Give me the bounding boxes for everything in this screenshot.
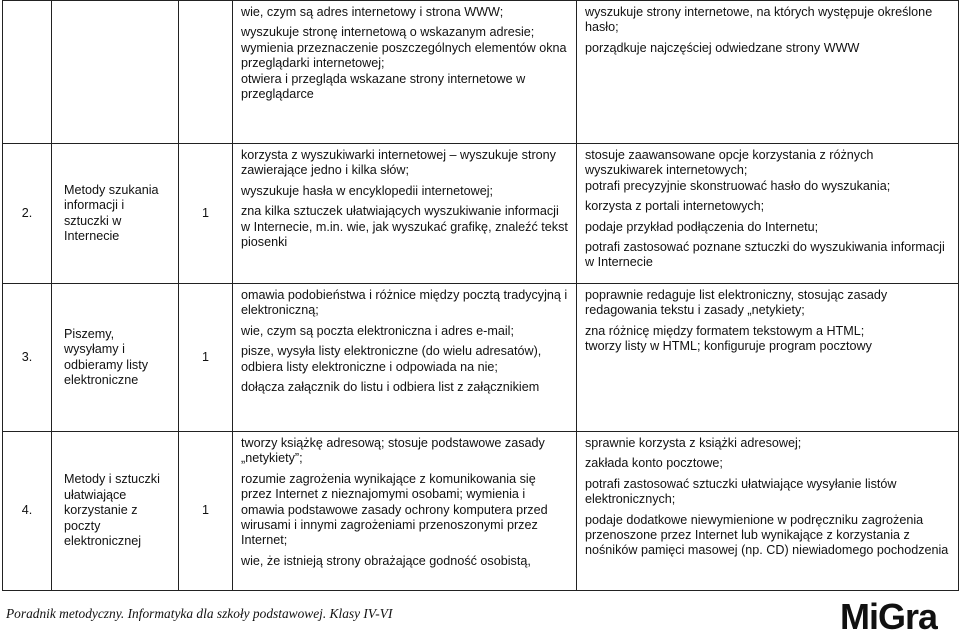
cell-paragraph: zna różnicę między formatem tekstowym a HTML; (585, 323, 865, 338)
cell-paragraph: podaje przykład podłączenia do Internetu; (585, 219, 819, 234)
cell-paragraph: wie, że istnieją strony obrażające godność osobistą, (241, 553, 531, 568)
lesson-topic-cell: Metody i sztuczki ułatwiające korzystanie z poczty elektronicznej (52, 432, 179, 591)
lesson-number-cell: 4. (3, 432, 52, 591)
curriculum-table (2, 0, 959, 591)
cell-paragraph: podaje dodatkowe niewymienione w podręczniku zagrożenia przenoszone przez Internet lub wynikające z korzystania z nośników pamięci masowej (np. CD) niewiadomego pochodzenia (585, 512, 949, 558)
cell-paragraph: wymienia przeznaczenie poszczególnych elementów okna przeglądarki internetowej; (241, 40, 567, 71)
cell-paragraph: porządkuje najczęściej odwiedzane strony WWW (585, 40, 860, 55)
cell-paragraph: potrafi zastosować poznane sztuczki do wyszukiwania informacji w Internecie (585, 240, 945, 270)
migra-logo (840, 598, 938, 637)
cell-paragraph: tworzy listy w HTML; konfiguruje program pocztowy (585, 339, 872, 354)
lesson-hours-cell: 1 (179, 432, 233, 591)
extended-requirements-cell (577, 284, 959, 432)
table-row (3, 1, 959, 144)
cell-paragraph: zakłada konto pocztowe; (585, 456, 723, 471)
cell-paragraph: korzysta z portali internetowych; (585, 199, 765, 214)
cell-paragraph: poprawnie redaguje list elektroniczny, stosując zasady redagowania tekstu i zasady „netykiety; (585, 288, 888, 318)
cell-paragraph: potrafi precyzyjnie skonstruować hasło do wyszukania; (585, 178, 891, 193)
lesson-hours-cell: 1 (179, 284, 233, 432)
lesson-number-cell (3, 1, 52, 144)
basic-requirements-cell (233, 1, 577, 144)
lesson-number-cell: 3. (3, 284, 52, 432)
table-row (3, 144, 959, 284)
cell-paragraph: zna kilka sztuczek ułatwiających wyszukiwanie informacji w Internecie, m.in. wie, jak wyszukać grafikę, znaleźć tekst piosenki (241, 204, 568, 250)
cell-paragraph: wyszukuje stronę internetową o wskazanym adresie; (241, 25, 535, 40)
lesson-hours-cell (179, 1, 233, 144)
basic-requirements-cell (233, 432, 577, 591)
cell-paragraph: sprawnie korzysta z książki adresowej; (585, 436, 802, 450)
footer-text: Poradnik metodyczny. Informatyka dla szkoły podstawowej. Klasy IV-VI (6, 606, 393, 621)
cell-paragraph: wie, czym są poczta elektroniczna i adres e-mail; (241, 323, 514, 338)
cell-paragraph: tworzy książkę adresową; stosuje podstawowe zasady „netykiety”; (241, 436, 545, 466)
basic-requirements-cell (233, 144, 577, 284)
cell-paragraph: korzysta z wyszukiwarki internetowej – wyszukuje strony zawierające jedno i kilka słów; (241, 148, 556, 178)
cell-paragraph: potrafi zastosować sztuczki ułatwiające wysyłanie listów elektronicznych; (585, 476, 897, 507)
cell-paragraph: pisze, wysyła listy elektroniczne (do wielu adresatów), odbiera listy elektroniczne i odpowiada na nie; (241, 344, 542, 374)
cell-paragraph: otwiera i przegląda wskazane strony internetowe w przeglądarce (241, 71, 526, 102)
cell-paragraph: dołącza załącznik do listu i odbiera list z załącznikiem (241, 380, 540, 395)
table-row (3, 432, 959, 591)
cell-paragraph: wyszukuje strony internetowe, na których występuje określone hasło; (585, 5, 933, 35)
cell-paragraph: wyszukuje hasła w encyklopedii internetowej; (241, 183, 494, 198)
extended-requirements-cell (577, 432, 959, 591)
lesson-number-cell: 2. (3, 144, 52, 284)
svg-text:MiGra: MiGra (840, 598, 938, 632)
table-row (3, 284, 959, 432)
cell-paragraph: wie, czym są adres internetowy i strona WWW; (241, 5, 504, 19)
cell-paragraph: stosuje zaawansowane opcje korzystania z różnych wyszukiwarek internetowych; (585, 148, 874, 178)
lesson-topic-cell (52, 1, 179, 144)
table-body (3, 1, 959, 591)
cell-paragraph: rozumie zagrożenia wynikające z komunikowania się przez Internet z nieznajomymi osobami; wymienia i omawia podstawowe zasady ochrony komputera przed wirusami i innymi zagrożeniami przenoszonymi przez Internet; (241, 471, 548, 548)
lesson-topic-cell: Piszemy, wysyłamy i odbieramy listy elektroniczne (52, 284, 179, 432)
extended-requirements-cell (577, 1, 959, 144)
extended-requirements-cell (577, 144, 959, 284)
basic-requirements-cell (233, 284, 577, 432)
lesson-topic-cell: Metody szukania informacji i sztuczki w Internecie (52, 144, 179, 284)
lesson-hours-cell: 1 (179, 144, 233, 284)
migra-logo-mark (840, 598, 938, 632)
cell-paragraph: omawia podobieństwa i różnice między pocztą tradycyjną i elektroniczną; (241, 288, 568, 318)
